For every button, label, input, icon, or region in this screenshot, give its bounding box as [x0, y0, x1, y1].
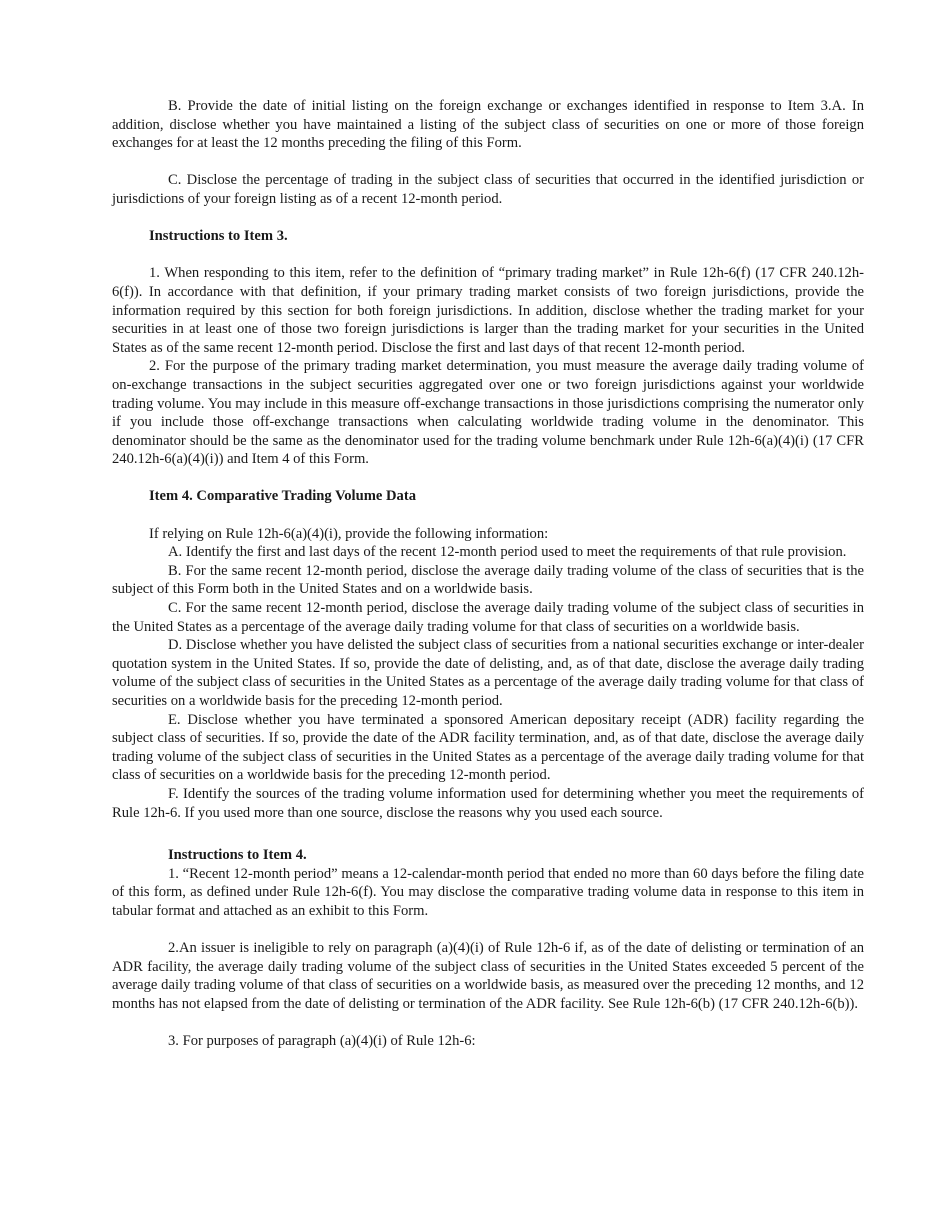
item4-instruction-2: 2.An issuer is ineligible to rely on paragraph (a)(4)(i) of Rule 12h-6 if, as of the date of delisting or termination of an ADR facility, the average daily trading volume of the subject class of securities in the United States exceeded 5 percent of the average daily trading volume of that class of securities on a worldwide basis, as measured over the preceding 12 months, and 12 months has not elapsed from the date of delisting or termination of the ADR facility. See Rule 12h-6(b) (17 CFR 240.12h-6(b)).	[112, 940, 864, 1012]
item4-para-d: D. Disclose whether you have delisted the subject class of securities from a national securities exchange or inter-dealer quotation system in the United States. If so, provide the date of delisting, and, as of that date, disclose the average daily trading volume of the subject class of securities in the United States as a percentage of the average daily trading volume for that class of securities on a worldwide basis for the preceding 12-month period.	[112, 637, 864, 709]
item4-instruction-1: 1. “Recent 12-month period” means a 12-calendar-month period that ended no more than 60 days before the filing date of this form, as defined under Rule 12h-6(f). You may disclose the comparative trading volume data in response to this item in tabular format and attached as an exhibit to this Form.	[112, 865, 864, 919]
item4-instructions-heading: Instructions to Item 4.	[168, 847, 307, 864]
item3-para-b: B. Provide the date of initial listing on the foreign exchange or exchanges identified in response to Item 3.A. In addition, disclose whether you have maintained a listing of the subject class of securities on one or more of those foreign exchanges for at least the 12 months preceding the filing of this Form.	[112, 98, 864, 152]
item4-para-e: E. Disclose whether you have terminated a sponsored American depositary receipt (ADR) facility regarding the subject class of securities. If so, provide the date of the ADR facility termination, and, as of that date, disclose the average daily trading volume of the subject class of securities in the United States as a percentage of the average daily trading volume for that class of securities on a worldwide basis for the preceding 12-month period.	[112, 711, 864, 784]
item4-heading: Item 4. Comparative Trading Volume Data	[149, 488, 417, 505]
document-page	[112, 97, 864, 1051]
item4-para-a: A. Identify the first and last days of the recent 12-month period used to meet the requirements of that rule provision.	[168, 544, 847, 561]
spacer	[112, 921, 864, 940]
spacer	[112, 246, 864, 265]
item3-para-c: C. Disclose the percentage of trading in the subject class of securities that occurred in the identified jurisdiction or jurisdictions of your foreign listing as of a recent 12-month period.	[112, 172, 864, 207]
spacer	[112, 209, 864, 228]
spacer	[112, 469, 864, 488]
item3-instruction-2: 2. For the purpose of the primary trading market determination, you must measure the average daily trading volume of on-exchange transactions in the subject securities aggregated over one or two foreign jurisdictions against your worldwide trading volume. You may include in this measure off-exchange transactions in those jurisdictions comprising the numerator only if you include those off-exchange transactions when calculating worldwide trading volume in the denominator. This denominator should be the same as the denominator used for the trading volume benchmark under Rule 12h-6(a)(4)(i) (17 CFR 240.12h-6(a)(4)(i)) and Item 4 of this Form.	[112, 358, 864, 468]
item3-instruction-1: 1. When responding to this item, refer to the definition of “primary trading market” in Rule 12h-6(f) (17 CFR 240.12h-6(f)). In accordance with that definition, if your primary trading market consists of two foreign jurisdictions, provide the information required by this section for both foreign jurisdictions. In addition, disclose whether the trading market for your securities in at least one of those two foreign jurisdictions is larger than the trading market for your securities in the United States as of the same recent 12-month period. Disclose the first and last days of that recent 12-month period.	[112, 265, 864, 356]
spacer	[112, 153, 864, 172]
spacer	[112, 506, 864, 525]
item4-para-b: B. For the same recent 12-month period, disclose the average daily trading volume of the class of securities that is the subject of this Form both in the United States and on a worldwide basis.	[112, 562, 864, 598]
spacer	[112, 822, 864, 846]
item4-instruction-3: 3. For purposes of paragraph (a)(4)(i) of Rule 12h-6:	[168, 1033, 476, 1050]
item4-para-f: F. Identify the sources of the trading volume information used for determining whether you meet the requirements of Rule 12h-6. If you used more than one source, disclose the reasons why you used each source.	[112, 785, 864, 821]
spacer	[112, 1014, 864, 1033]
item3-instructions-heading: Instructions to Item 3.	[149, 228, 288, 245]
item4-para-c: C. For the same recent 12-month period, disclose the average daily trading volume of the subject class of securities in the United States as a percentage of the average daily trading volume for that class of securities on a worldwide basis.	[112, 600, 864, 635]
item4-intro: If relying on Rule 12h-6(a)(4)(i), provide the following information:	[149, 525, 549, 542]
